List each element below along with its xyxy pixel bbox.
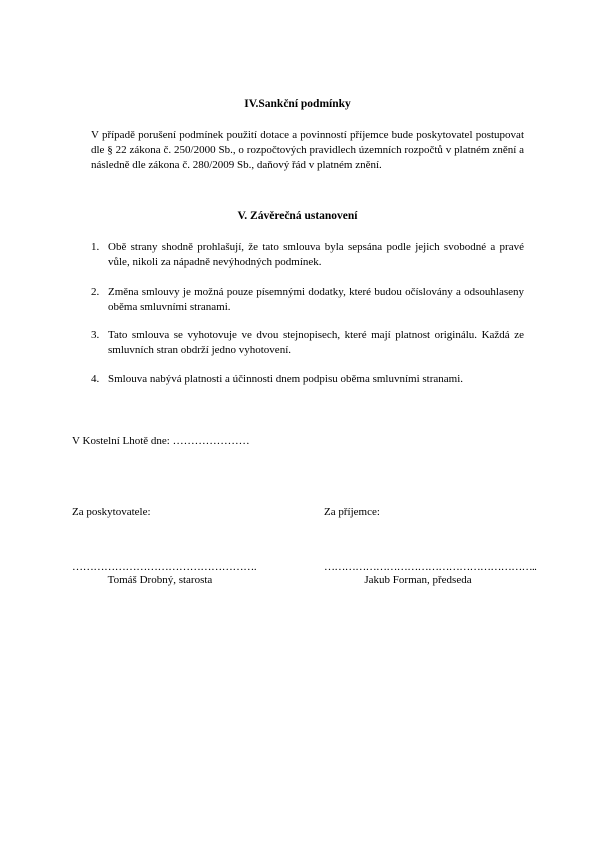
list-item-text: Změna smlouvy je možná pouze písemnými dodatky, které budou očíslovány a odsouhlaseny oběma smluvními stranami. (108, 286, 524, 313)
section-5-heading: V. Závěrečná ustanovení (237, 210, 358, 222)
recipient-signature-line: …………………………………………………….. (324, 561, 537, 573)
list-item-text: Obě strany shodně prohlašují, že tato smlouva byla sepsána podle jejich svobodné a pravé vůle, nikoli za nápadně nevýhodných podmínek. (108, 241, 524, 268)
list-item-number: 4. (91, 373, 100, 385)
list-item-number: 1. (91, 241, 100, 253)
recipient-label: Za příjemce: (324, 506, 380, 518)
provider-signature-line: ……………………………………………. (72, 561, 257, 573)
section-4-paragraph: V případě porušení podmínek použití dotace a povinností příjemce bude poskytovatel postupovat dle § 22 zákona č. 250/2000 Sb., o rozpočtových pravidlech územních rozpočtů v platném znění a následně dle zákona č. 280/2009 Sb., daňový řád v platném znění. (91, 129, 524, 171)
section-4-heading: IV.Sankční podmínky (244, 98, 351, 110)
provider-label: Za poskytovatele: (72, 506, 151, 518)
list-item-number: 2. (91, 286, 100, 298)
place-and-date: V Kostelní Lhotě dne: ………………… (72, 435, 250, 447)
list-item-text: Tato smlouva se vyhotovuje ve dvou stejnopisech, které mají platnost originálu. Každá ze smluvních stran obdrží jedno vyhotovení. (108, 329, 524, 356)
provider-name: Tomáš Drobný, starosta (107, 574, 213, 586)
list-item-number: 3. (91, 329, 100, 341)
recipient-name: Jakub Forman, předseda (364, 574, 472, 586)
list-item-text: Smlouva nabývá platnosti a účinnosti dnem podpisu oběma smluvními stranami. (108, 373, 464, 385)
